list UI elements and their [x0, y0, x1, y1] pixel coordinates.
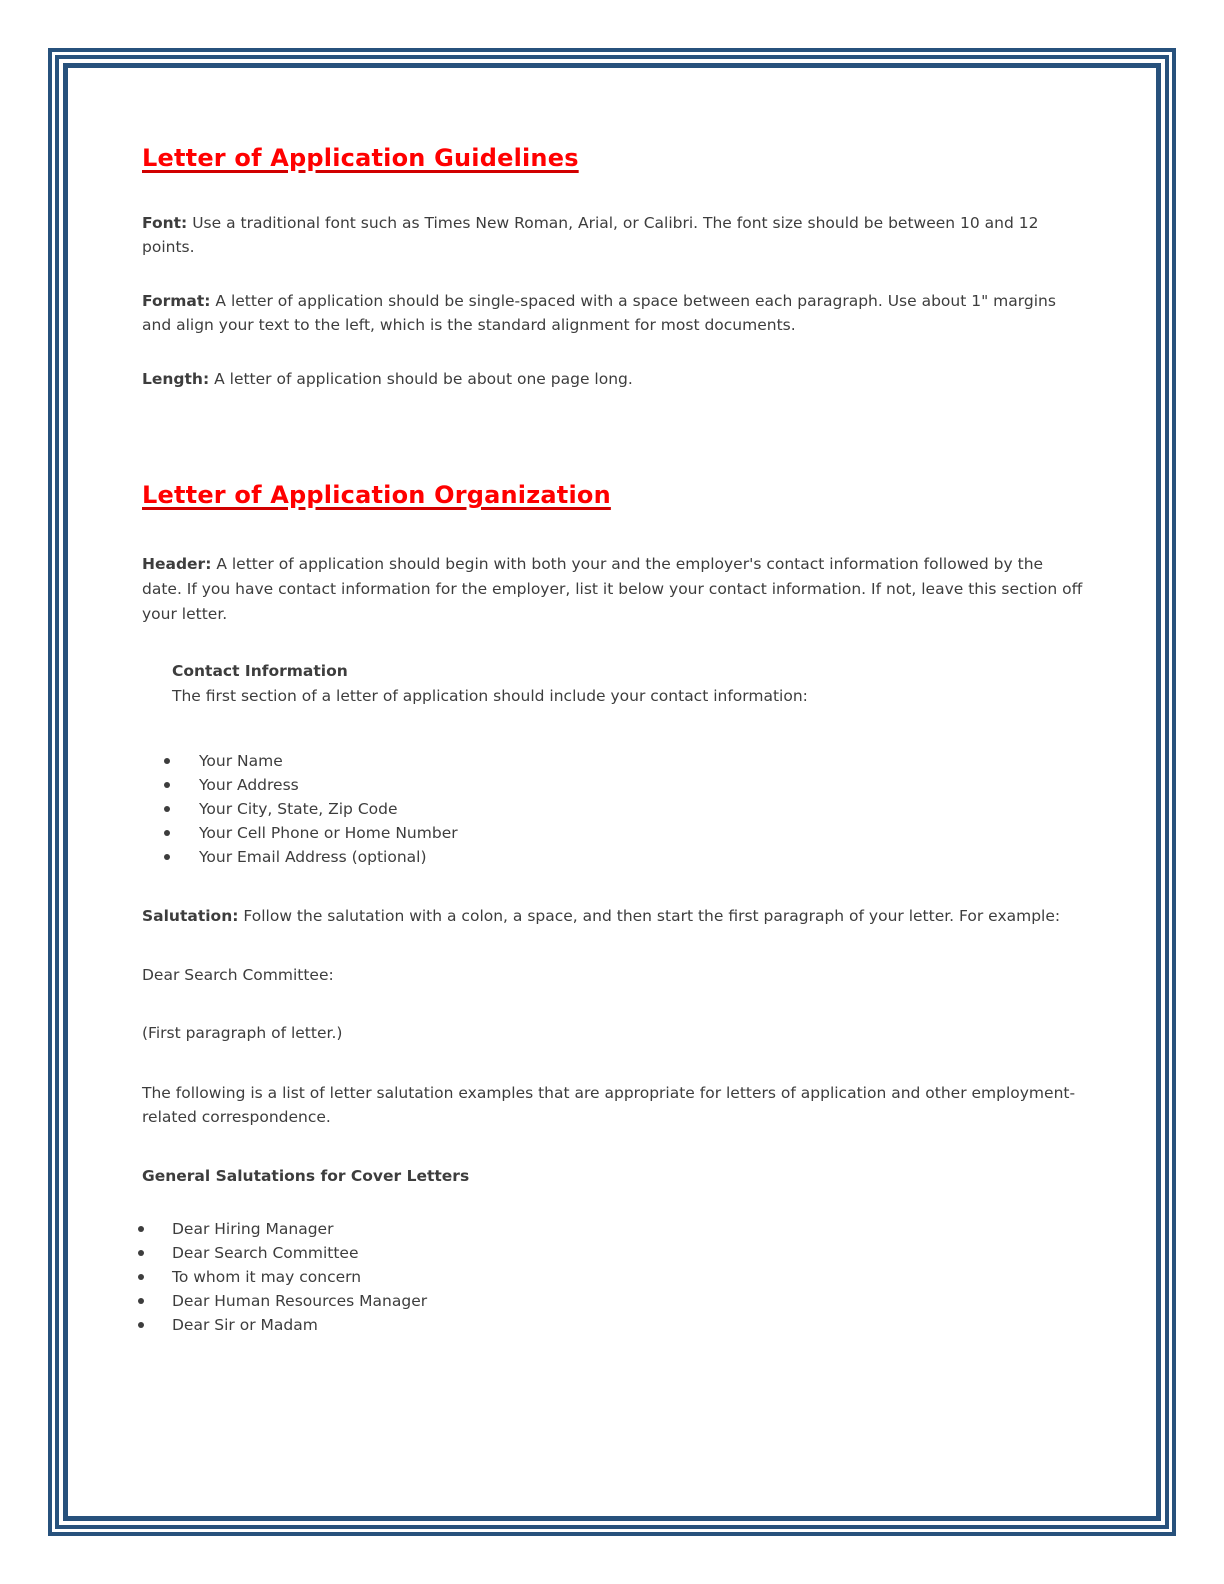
- guidelines-title: Letter of Application Guidelines: [142, 144, 579, 172]
- list-item: [142, 1265, 1116, 1289]
- bullet-icon: [164, 758, 170, 764]
- bullet-icon: [138, 1226, 144, 1232]
- list-item: [142, 1289, 1116, 1313]
- list-item-label: Your Email Address (optional): [199, 848, 427, 866]
- list-item-label: Your Address: [199, 776, 299, 794]
- general-salutations-list: [142, 1217, 1116, 1337]
- organization-title: Letter of Application Organization: [142, 481, 611, 509]
- list-item: [142, 773, 1116, 797]
- list-item-label: Your Name: [199, 752, 283, 770]
- contact-information-block: [172, 659, 1087, 709]
- salutation-paragraph: [142, 904, 1087, 928]
- font-label: Font:: [142, 214, 188, 232]
- bullet-icon: [138, 1250, 144, 1256]
- format-label: Format:: [142, 292, 211, 310]
- header-text: A letter of application should begin with both your and the employer's contact information followed by the date. If you have contact information for the employer, list it below your contact information. If not, leave this section off your letter.: [142, 555, 1083, 623]
- list-item-label: To whom it may concern: [172, 1268, 362, 1286]
- contact-information-heading: Contact Information: [172, 662, 348, 680]
- bullet-icon: [164, 830, 170, 836]
- list-item-label: Dear Hiring Manager: [172, 1220, 334, 1238]
- page-border-outer: [48, 48, 1176, 1536]
- list-item: [142, 749, 1116, 773]
- list-item-label: Your City, State, Zip Code: [199, 800, 398, 818]
- font-text: Use a traditional font such as Times New Roman, Arial, or Calibri. The font size should be between 10 and 12 points.: [142, 214, 1039, 256]
- general-salutations-heading: General Salutations for Cover Letters: [142, 1167, 470, 1185]
- header-label: Header:: [142, 555, 212, 573]
- page-border: [48, 48, 1176, 1536]
- length-label: Length:: [142, 370, 210, 388]
- page-border-middle: [55, 55, 1169, 1529]
- list-item: [142, 1241, 1116, 1265]
- length-text: A letter of application should be about one page long.: [214, 370, 633, 388]
- format-paragraph: [142, 289, 1087, 337]
- length-paragraph: [142, 367, 1087, 391]
- bullet-icon: [164, 854, 170, 860]
- list-item-label: Dear Human Resources Manager: [172, 1292, 428, 1310]
- list-item: [142, 797, 1116, 821]
- example-salutation: Dear Search Committee:: [142, 966, 334, 984]
- following-list-intro: The following is a list of letter salutation examples that are appropriate for letters of application and other employment-related correspondence.: [142, 1084, 1076, 1126]
- list-item-label: Your Cell Phone or Home Number: [199, 824, 458, 842]
- list-item: [142, 1313, 1116, 1337]
- format-text: A letter of application should be single-spaced with a space between each paragraph. Use about 1" margins and align your text to the left, which is the standard alignment for most documents.: [142, 292, 1056, 334]
- document-content: [68, 68, 1156, 1337]
- bullet-icon: [138, 1298, 144, 1304]
- font-paragraph: [142, 211, 1087, 259]
- list-item-label: Dear Search Committee: [172, 1244, 359, 1262]
- bullet-icon: [164, 806, 170, 812]
- bullet-icon: [138, 1274, 144, 1280]
- contact-information-intro: The first section of a letter of application should include your contact information:: [172, 687, 808, 705]
- list-item: [142, 821, 1116, 845]
- list-item: [142, 845, 1116, 869]
- page-border-inner: [63, 63, 1161, 1521]
- salutation-label: Salutation:: [142, 907, 239, 925]
- salutation-text: Follow the salutation with a colon, a space, and then start the first paragraph of your letter. For example:: [243, 907, 1061, 925]
- example-first-paragraph: (First paragraph of letter.): [142, 1024, 343, 1042]
- list-item-label: Dear Sir or Madam: [172, 1316, 318, 1334]
- contact-information-list: [142, 749, 1116, 869]
- list-item: [142, 1217, 1116, 1241]
- bullet-icon: [164, 782, 170, 788]
- header-paragraph: [142, 552, 1087, 627]
- bullet-icon: [138, 1322, 144, 1328]
